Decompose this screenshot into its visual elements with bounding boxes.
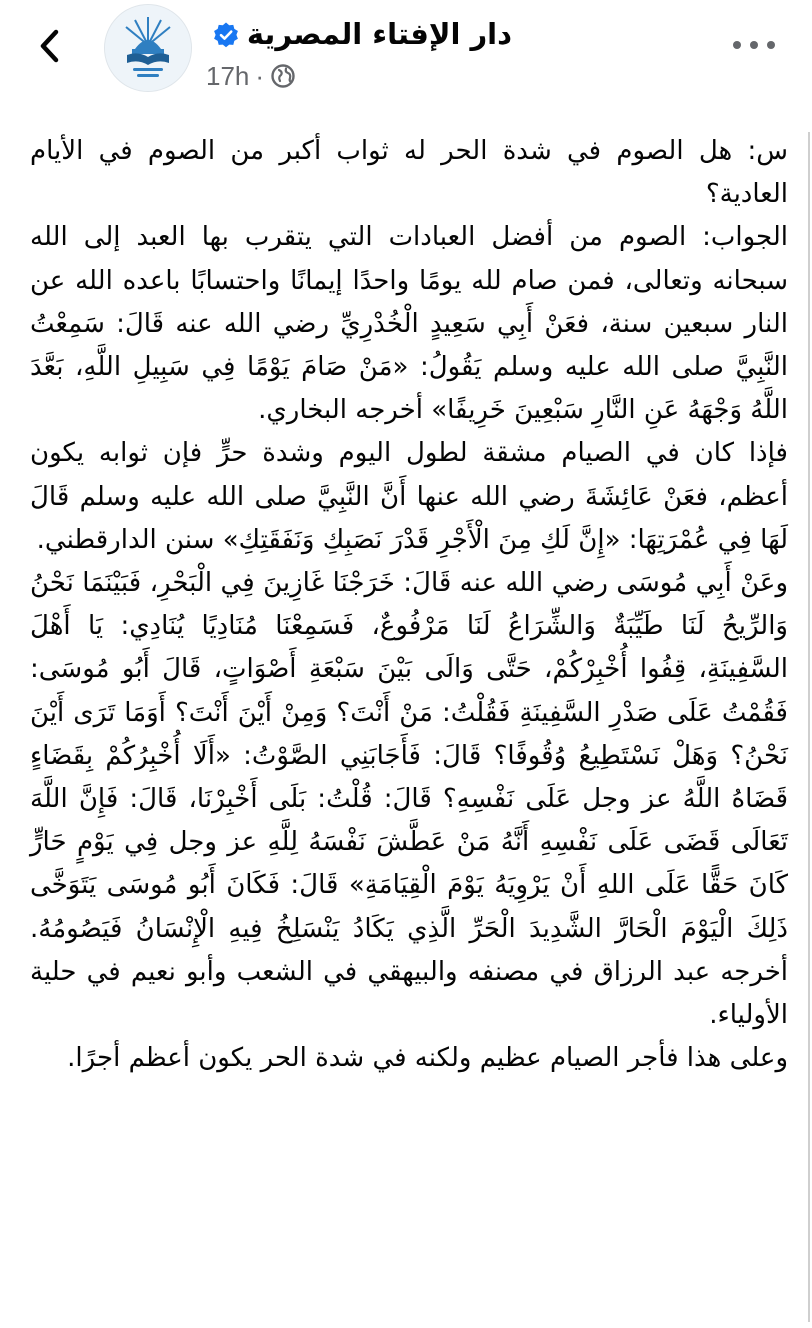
post-time[interactable]: 17h (206, 60, 250, 91)
post-paragraph-conclusion: وعلى هذا فأجر الصيام عظيم ولكنه في شدة الحر يكون أعظم أجرًا. (67, 1043, 788, 1074)
globe-icon[interactable] (270, 63, 296, 89)
post-paragraph-aisha-hadith: فإذا كان في الصيام مشقة لطول اليوم وشدة حرٍّ فإن ثوابه يكون أعظم، فعَنْ عَائِشَةَ رضي الله عنها أَنَّ النَّبِيَّ صلى الله عليه وسلم قَالَ لَهَا فِي عُمْرَتِهَا: «إِنَّ لَكِ مِنَ الْأَجْرِ قَدْرَ نَصَبِكِ وَنَفَقَتِكِ» سنن الدارقطني. (30, 438, 788, 555)
back-button[interactable] (28, 24, 72, 68)
more-options-button[interactable] (724, 30, 784, 60)
post-text (30, 130, 788, 1080)
meta-separator: · (255, 60, 265, 91)
more-options-icon (732, 40, 776, 50)
page-name[interactable]: دار الإفتاء المصرية (246, 17, 512, 51)
post-paragraph-question: س: هل الصوم في شدة الحر له ثواب أكبر من الصوم في الأيام العادية؟ (30, 136, 788, 210)
post-meta (206, 60, 296, 92)
chevron-left-icon (36, 28, 64, 64)
page-avatar[interactable] (104, 4, 192, 92)
verified-badge-icon (212, 21, 240, 49)
scrollbar-track[interactable] (808, 132, 810, 1322)
dar-al-iftaa-logo (105, 5, 191, 91)
post-paragraph-answer: الجواب: الصوم من أفضل العبادات التي يتقرب بها العبد إلى الله سبحانه وتعالى، فمن صام لله يومًا واحدًا إيمانًا واحتسابًا باعده الله عن النار سبعين سنة، فعَنْ أَبِي سَعِيدٍ الْخُدْرِيِّ رضي الله عنه قَالَ: سَمِعْتُ النَّبِيَّ صلى الله عليه وسلم يَقُولُ: «مَنْ صَامَ يَوْمًا فِي سَبِيلِ اللَّهِ، بَعَّدَ اللَّهُ وَجْهَهُ عَنِ النَّارِ سَبْعِينَ خَرِيفًا» أخرجه البخاري. (30, 222, 788, 426)
post-paragraph-abu-musa-hadith: وعَنْ أَبِي مُوسَى رضي الله عنه قَالَ: خَرَجْنَا غَازِينَ فِي الْبَحْرِ، فَبَيْنَمَا نَحْنُ وَالرِّيحُ لَنَا طَيِّبَةٌ وَالشِّرَاعُ لَنَا مَرْفُوعٌ، فَسَمِعْنَا مُنَادِيًا يُنَادِي: يَا أَهْلَ السَّفِينَةِ، قِفُوا أُخْبِرْكُمْ، حَتَّى وَالَى بَيْنَ سَبْعَةِ أَصْوَاتٍ، قَالَ أَبُو مُوسَى: فَقُمْتُ عَلَى صَدْرِ السَّفِينَةِ فَقُلْتُ: مَنْ أَنْتَ؟ وَمِنْ أَيْنَ أَنْتَ؟ أَوَمَا تَرَى أَيْنَ نَحْنُ؟ وَهَلْ نَسْتَطِيعُ وُقُوفًا؟ قَالَ: فَأَجَابَنِي الصَّوْتُ: «أَلَا أُخْبِرُكُمْ بِقَضَاءٍ قَضَاهُ اللَّهُ عز وجل عَلَى نَفْسِهِ؟ قَالَ: قُلْتُ: بَلَى أَخْبِرْنَا، قَالَ: فَإِنَّ اللَّهَ تَعَالَى قَضَى عَلَى نَفْسِهِ أَنَّهُ مَنْ عَطَّشَ نَفْسَهُ لِلَّهِ عز وجل فِي يَوْمٍ حَارٍّ كَانَ حَقًّا عَلَى اللهِ أَنْ يَرْوِيَهُ يَوْمَ الْقِيَامَةِ» قَالَ: فَكَانَ أَبُو مُوسَى يَتَوَخَّى ذَلِكَ الْيَوْمَ الْحَارَّ الشَّدِيدَ الْحَرِّ الَّذِي يَكَادُ يَنْسَلِخُ فِيهِ الْإِنْسَانُ فَيَصُومُهُ. أخرجه عبد الرزاق في مصنفه والبيهقي في الشعب وأبو نعيم في حلية الأولياء. (30, 568, 788, 1031)
post-header (0, 0, 812, 100)
